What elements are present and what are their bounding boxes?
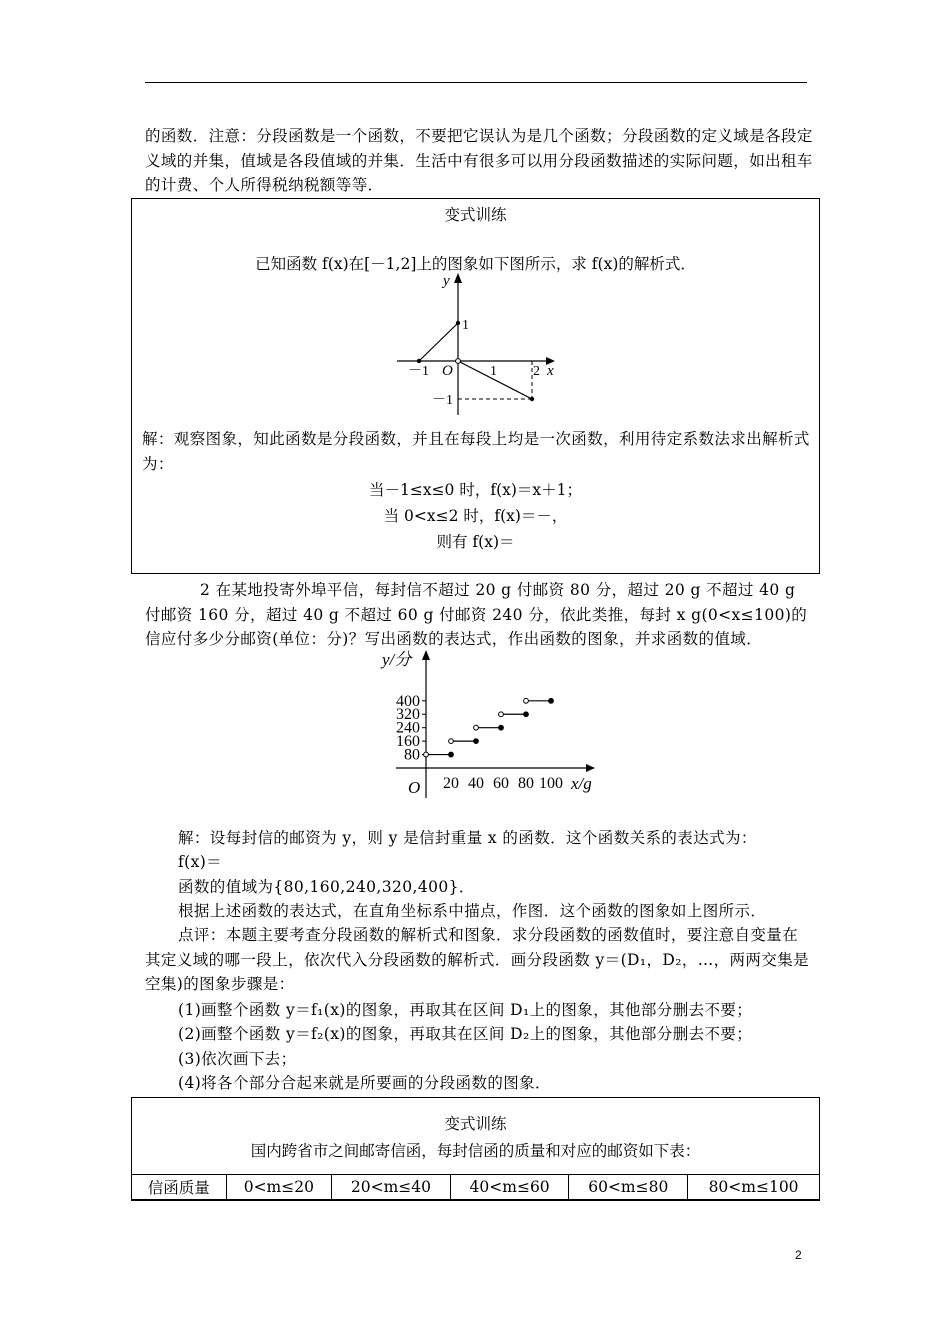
exercise-box-1 — [131, 198, 820, 574]
segment-1 — [419, 323, 458, 361]
header-rule — [145, 82, 807, 83]
postage-step-chart — [360, 645, 600, 820]
box1-case1: 当－1≤x≤0 时，f(x)＝x＋1； — [368, 481, 583, 499]
box2-text: 国内跨省市之间邮寄信函，每封信函的质量和对应的邮资如下表： — [250, 1142, 701, 1160]
box1-conclusion: 则有 f(x)＝ — [436, 533, 515, 551]
solution2-line2: f(x)＝ — [178, 853, 223, 871]
table-cell: 60<m≤80 — [569, 1175, 688, 1200]
step-open-point-5 — [524, 698, 529, 703]
point-2-neg1 — [530, 397, 534, 401]
step-closed-point-5 — [549, 698, 554, 703]
step-closed-point-4 — [524, 712, 529, 717]
y-tick-label-320: 320 — [396, 706, 420, 724]
x-axis-label: x — [547, 363, 554, 379]
solution2-step2: (2)画整个函数 y＝f₂(x)的图象，再取其在区间 D₂上的图象，其他部分删去不要； — [178, 1025, 753, 1043]
table-cell: 40<m≤60 — [450, 1175, 569, 1200]
solution2-step1: (1)画整个函数 y＝f₁(x)的图象，再取其在区间 D₁上的图象，其他部分删去不要； — [178, 1001, 753, 1019]
table-cell: 0<m≤20 — [226, 1175, 332, 1200]
chart-origin-label: O — [408, 778, 421, 797]
x-tick-label-60: 60 — [493, 775, 509, 792]
chart-x-axis-arrow — [586, 764, 595, 772]
table-cell: 20<m≤40 — [332, 1175, 451, 1200]
box2-title: 变式训练 — [444, 1115, 507, 1133]
solution2-line1: 解：设每封信的邮资为 y，则 y 是信封重量 x 的函数．这个函数关系的表达式为： — [178, 829, 757, 847]
tick-label-y1: 1 — [462, 318, 469, 333]
piecewise-graph — [132, 267, 821, 427]
solution2-line3: 函数的值域为{80,160,240,320,400}． — [178, 878, 475, 896]
x-tick-label-40: 40 — [468, 775, 484, 792]
step-open-point-1 — [424, 752, 429, 757]
y-tick-label-240: 240 — [396, 719, 420, 737]
chart-y-label: y/分 — [382, 650, 412, 669]
box1-solution: 解：观察图象，知此函数是分段函数，并且在每段上均是一次函数，利用待定系数法求出解析式为： — [142, 430, 810, 473]
postage-table — [131, 1174, 820, 1200]
problem-2: 2 在某地投寄外埠平信，每封信不超过 20 g 付邮资 80 分，超过 20 g 不超过 40 g 付邮资 160 分，超过 40 g 不超过 60 g 付邮资 240 分，依此类推，每封 x g(0<x≤100)的信应付多少分邮资(单位：分)？写出函数的表达式，作出函数的图象，并求函数的值域． — [145, 581, 808, 648]
x-tick-label-80: 80 — [518, 775, 534, 792]
step-closed-point-3 — [499, 725, 504, 730]
solution2-step4: (4)将各个部分合起来就是所要画的分段函数的图象． — [178, 1074, 551, 1092]
tick-label-x1: 1 — [490, 364, 497, 379]
tick-label-yneg1: －1 — [432, 393, 453, 408]
chart-y-axis-arrow — [422, 650, 430, 660]
x-tick-label-20: 20 — [443, 775, 459, 792]
x-tick-label-100: 100 — [539, 775, 563, 792]
tick-label-neg1: －1 — [408, 364, 429, 379]
top-paragraph: 的函数．注意：分段函数是一个函数，不要把它误认为是几个函数；分段函数的定义域是各段定义域的并集，值域是各段值域的并集．生活中有很多可以用分段函数描述的实际问题，如出租车的计费、个人所得税纳税额等等． — [145, 127, 813, 194]
box1-case2: 当 0<x≤2 时，f(x)＝－， — [383, 507, 568, 525]
tick-label-x2: 2 — [533, 364, 540, 379]
page-number: 2 — [795, 1248, 802, 1262]
point-0-1 — [456, 321, 460, 325]
table-cell: 80<m≤100 — [688, 1175, 820, 1200]
solution2-comment: 点评：本题主要考查分段函数的解析式和图象．求分段函数的函数值时，要注意自变量在其定义域的哪一段上，依次代入分段函数的解析式．画分段函数 y＝(D₁，D₂，…，两两交集是空集)的图象步骤是： — [145, 926, 810, 993]
chart-x-label: x/g — [571, 774, 592, 793]
y-axis-label: y — [443, 273, 450, 289]
table-cell: 信函质量 — [132, 1175, 227, 1200]
step-open-point-3 — [474, 725, 479, 730]
y-tick-label-80: 80 — [404, 746, 420, 764]
point-neg1-0 — [417, 359, 421, 363]
table-header-row — [132, 1175, 820, 1200]
origin-label: O — [442, 363, 453, 379]
y-tick-label-400: 400 — [396, 692, 420, 710]
solution2-step3: (3)依次画下去； — [178, 1050, 297, 1068]
box1-title: 变式训练 — [444, 206, 507, 224]
solution2-line4: 根据上述函数的表达式，在直角坐标系中描点，作图．这个函数的图象如上图所示． — [178, 902, 767, 920]
step-closed-point-1 — [449, 752, 454, 757]
step-closed-point-2 — [474, 739, 479, 744]
step-open-point-4 — [499, 712, 504, 717]
point-origin-open — [456, 359, 461, 364]
box1-question: 已知函数 f(x)在[－1,2]上的图象如下图所示，求 f(x)的解析式． — [255, 255, 696, 273]
y-axis-arrow — [454, 273, 462, 283]
step-open-point-2 — [449, 739, 454, 744]
y-tick-label-160: 160 — [396, 733, 420, 751]
